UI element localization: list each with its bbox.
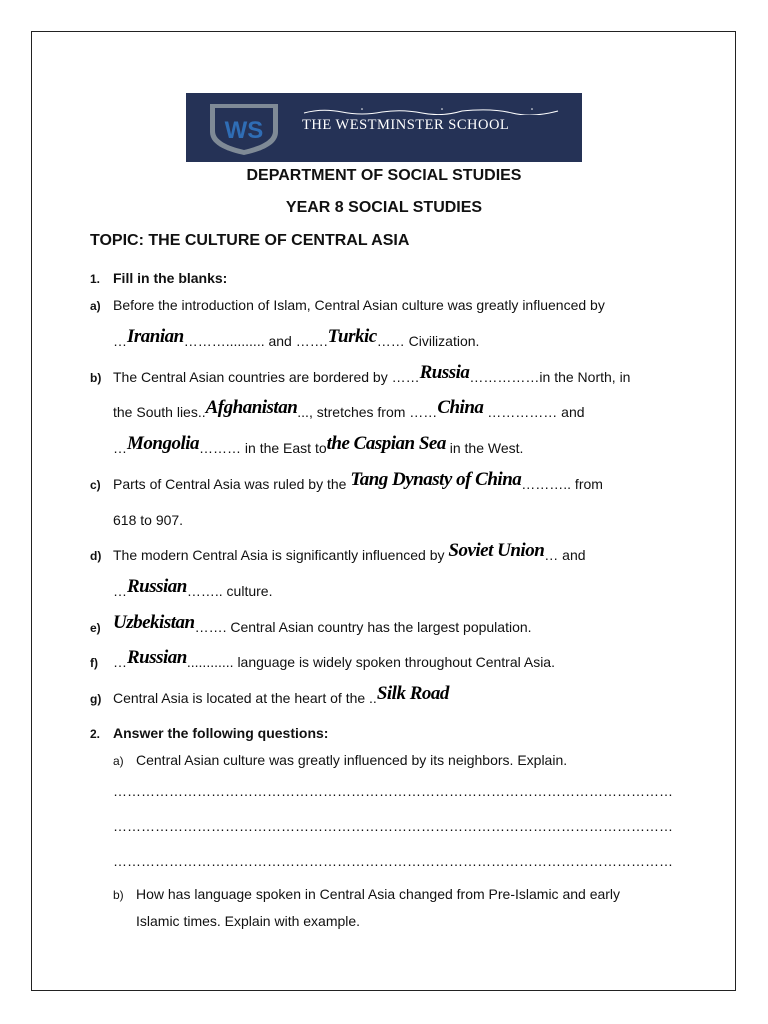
item-text: The Central Asian countries are bordered by ……: [113, 369, 420, 385]
year-title: YEAR 8 SOCIAL STUDIES: [285, 199, 483, 216]
question-2b: [113, 885, 620, 904]
item-text: ............ language is widely spoken throughout Central Asia.: [186, 654, 555, 670]
item-label: a): [113, 754, 124, 768]
handwritten-answer: Turkic: [327, 326, 377, 347]
item-text: ..., stretches from ……: [297, 404, 438, 420]
handwritten-answer: Soviet Union: [448, 540, 545, 561]
blank-f: [90, 647, 555, 672]
blank-e: [90, 612, 532, 637]
school-banner: [186, 93, 582, 162]
item-text: Central Asian culture was greatly influenced by its neighbors. Explain.: [136, 752, 568, 768]
item-text: …… Civilization.: [376, 333, 480, 349]
blank-c-line2: 618 to 907.: [113, 512, 184, 528]
item-text: The modern Central Asia is significantly influenced by: [113, 547, 449, 563]
blank-b-line2: [113, 397, 585, 421]
logo-letters: WS: [224, 117, 264, 144]
dots: …: [113, 654, 127, 670]
question-2a: [113, 751, 567, 770]
answer-line: …………………………………………………………………………………………………………: [113, 783, 673, 799]
arabic-script-decoration: [302, 107, 560, 115]
blank-a-line2: [113, 326, 480, 350]
item-text: ……………in the North, in: [469, 369, 631, 385]
question-2b-line2: Islamic times. Explain with example.: [136, 913, 361, 929]
question-1-heading: [90, 269, 227, 288]
question-title: Answer the following questions:: [113, 725, 329, 741]
item-text: ……… in the East to: [199, 440, 327, 456]
item-text: How has language spoken in Central Asia changed from Pre-Islamic and early: [136, 886, 621, 902]
department-title: DEPARTMENT OF SOCIAL STUDIES: [246, 167, 522, 184]
item-label: e): [90, 621, 101, 635]
blank-g: [90, 683, 449, 708]
question-number: 1.: [90, 272, 101, 286]
blank-d-line1: [90, 540, 586, 565]
blank-b-line3: [113, 433, 524, 457]
handwritten-answer: Tang Dynasty of China: [350, 469, 522, 490]
dots: …: [113, 333, 127, 349]
blank-d-line2: [113, 576, 273, 600]
handwritten-answer: Uzbekistan: [113, 612, 195, 633]
item-text: the South lies..: [113, 404, 206, 420]
handwritten-answer: Silk Road: [376, 683, 449, 704]
handwritten-answer: the Caspian Sea: [326, 433, 446, 454]
blank-c-line1: [90, 469, 603, 494]
handwritten-answer: Iranian: [127, 326, 184, 347]
item-text: … and: [544, 547, 586, 563]
item-text: in the West.: [445, 440, 524, 456]
handwritten-answer: Afghanistan: [205, 397, 298, 418]
handwritten-answer: Mongolia: [127, 433, 200, 454]
item-text: …….. culture.: [186, 583, 273, 599]
handwritten-answer: Russian: [127, 647, 187, 668]
item-label: b): [113, 888, 124, 902]
blank-a-line1: [90, 296, 605, 315]
item-text: ……. Central Asian country has the largest population.: [194, 619, 532, 635]
question-2-heading: [90, 724, 328, 743]
topic-title: TOPIC: THE CULTURE OF CENTRAL ASIA: [90, 232, 410, 249]
item-text: Parts of Central Asia was ruled by the: [113, 476, 351, 492]
dots: ……….......... and …….: [183, 333, 328, 349]
item-label: a): [90, 299, 101, 313]
item-label: d): [90, 549, 102, 563]
item-label: b): [90, 371, 102, 385]
item-text: Central Asia is located at the heart of the ..: [113, 690, 377, 706]
answer-line: …………………………………………………………………………………………………………: [113, 853, 673, 869]
dots: …: [113, 583, 127, 599]
item-label: c): [90, 478, 101, 492]
question-number: 2.: [90, 727, 101, 741]
handwritten-answer: China: [437, 397, 484, 418]
item-label: g): [90, 692, 102, 706]
question-title: Fill in the blanks:: [113, 270, 228, 286]
school-name: THE WESTMINSTER SCHOOL: [302, 117, 510, 133]
answer-line: …………………………………………………………………………………………………………: [113, 818, 673, 834]
item-text: ……….. from: [521, 476, 603, 492]
dots: …: [113, 440, 127, 456]
item-text: …………… and: [483, 404, 585, 420]
handwritten-answer: Russia: [419, 362, 470, 383]
item-text: Before the introduction of Islam, Central Asian culture was greatly influenced by: [113, 297, 605, 313]
blank-b-line1: [90, 362, 631, 387]
handwritten-answer: Russian: [127, 576, 187, 597]
item-label: f): [90, 656, 98, 670]
school-shield-logo: [206, 102, 282, 156]
